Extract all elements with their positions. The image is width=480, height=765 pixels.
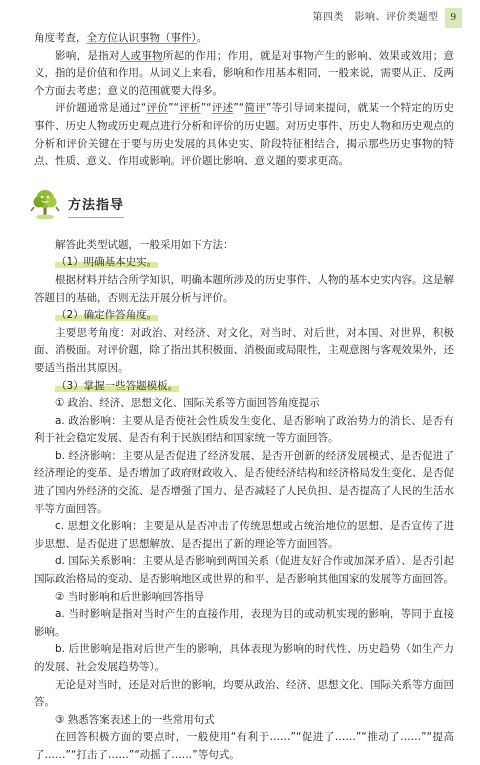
running-header bbox=[313, 8, 463, 28]
tree-icon bbox=[28, 187, 62, 228]
template-2-item-a: a. 当时影响是指对当时产生的直接作用，表现为目的或动机实现的影响，等同于直接影响。 bbox=[34, 608, 454, 638]
intro-paragraph-1: 角度考查，全方位认识事物（事件）。 bbox=[34, 32, 208, 44]
page-body bbox=[34, 30, 454, 765]
template-3-title: ③ 熟悉答案表述上的一些常用句式 bbox=[55, 713, 215, 726]
underlined-phrase: 全方位认识事物（事件） bbox=[86, 32, 197, 44]
section-title: 方法指导 bbox=[68, 197, 124, 218]
intro-paragraph-2: 影响，是指对人或事物所起的作用；作用，就是对事物产生的影响、效果或效用；意义，指的是价值和作用。从词义上来看，影响和作用基本相同，一般来说，需要从正、反两个方面去考虑；意义的范围就要大得多。 bbox=[34, 49, 455, 97]
underlined-phrase: 人或事物 bbox=[119, 49, 163, 62]
template-1-item-b: b. 经济影响：主要从是否促进了经济发展、是否开创新的经济发展模式、是否促进了经济理论的变革、是否增加了政府财政收入、是否使经济结构和经济格局发生变化、是否促进了国内外经济的交流、是否增强了国力、是否减轻了人民负担、是否提高了人民的生活水平等方面回答。 bbox=[34, 449, 454, 515]
method-body-2: 主要思考角度：对政治、对经济、对文化，对当时、对后世，对本国、对世界，积极面、消极面。对评价题，除了指出其积极面、消极面或局限性，主观意图与客观效果外，还要适当指出其原因。 bbox=[34, 326, 454, 374]
intro-paragraph-3: 评价题通常是通过“评价”“评析”“评述”“简评”等引导词来提问，就某一个特定的历史事件、历史人物或历史观点进行分析和评价的历史题。对历史事件、历史人物和历史观点的分析和评价关键在于要与历史发展的具体史实、阶段特征相结合，揭示那些历史事物的特点、性质、意义、作用或影响。评价题比影响、意义题的要求更高。 bbox=[34, 102, 455, 168]
method-heading-3: （3）掌握一些答题模板。 bbox=[56, 379, 179, 392]
method-heading-1: （1）明确基本史实。 bbox=[56, 256, 158, 269]
chapter-title: 第四类 影响、评价类题型 bbox=[312, 12, 439, 23]
template-2-title: ② 当时影响和后世影响回答指导 bbox=[55, 590, 205, 603]
method-heading-2: （2）确定作答角度。 bbox=[56, 309, 158, 322]
template-2-note: 无论是对当时，还是对后世的影响，均要从政治、经济、思想文化、国际关系等方面回答。 bbox=[34, 678, 454, 709]
template-3-body: 在回答积极方面的要点时，一般使用“有利于……”“促进了……”“推动了……”“提高了……”“打击了……”“动摇了……”等句式。 bbox=[34, 731, 454, 761]
template-1-title: ① 政治、经济、思想文化、国际关系等方面回答角度提示 bbox=[55, 397, 320, 410]
method-body-1: 根据材料并结合所学知识，明确本题所涉及的历史事件、人物的基本史实内容。这是解答题目的基础，否则无法开展分析与评价。 bbox=[34, 273, 454, 304]
template-2-item-b: b. 后世影响是指对后世产生的影响，具体表现为影响的时代性、历史趋势（如生产力的发展、社会发展趋势等）。 bbox=[34, 643, 454, 673]
method-lead: 解答此类型试题，一般采用如下方法： bbox=[55, 238, 234, 251]
template-1-item-a: a. 政治影响：主要从是否使社会性质发生变化、是否影响了政治势力的消长、是否有利于社会稳定发展、是否有利于民族团结和国家统一等方面回答。 bbox=[34, 414, 454, 445]
page-number: 9 bbox=[445, 8, 463, 28]
section-heading bbox=[28, 191, 454, 225]
template-1-item-d: d. 国际关系影响：主要从是否影响到两国关系（促进友好合作或加深矛盾）、是否引起国际政治格局的变动、是否影响地区或世界的和平、是否影响其他国家的发展等方面回答。 bbox=[34, 555, 454, 586]
template-1-item-c: c. 思想文化影响：主要是从是否冲击了传统思想或占统治地位的思想、是否宣传了进步思想、是否促进了思想解放、是否提出了新的理论等方面回答。 bbox=[34, 520, 454, 550]
